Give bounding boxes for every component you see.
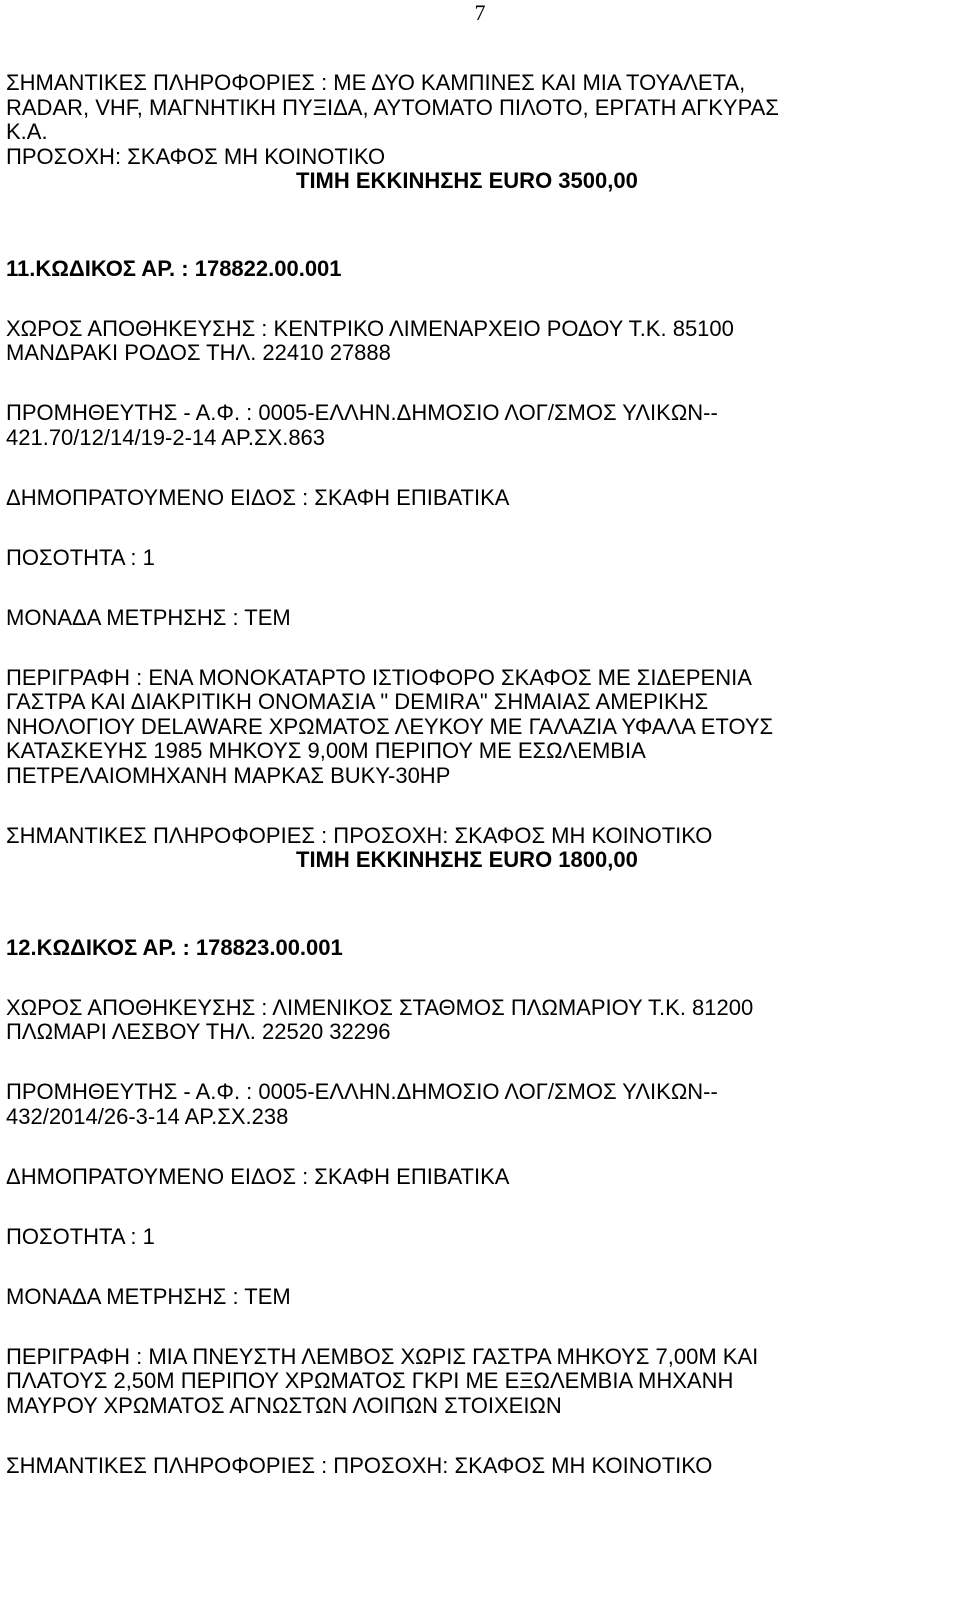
info-line: ΠΡΟΣΟΧΗ: ΣΚΑΦΟΣ ΜΗ ΚΟΙΝΟΤΙΚΟ (6, 143, 386, 169)
item-unit: ΜΟΝΑΔΑ ΜΕΤΡΗΣΗΣ : ΤΕΜ (6, 1283, 291, 1309)
item-quantity: ΠΟΣΟΤΗΤΑ : 1 (6, 1223, 155, 1249)
item-description: ΝΗΟΛΟΓΙΟΥ DELAWARE ΧΡΩΜΑΤΟΣ ΛΕΥΚΟΥ ΜΕ ΓΑΛΑΖΙΑ ΥΦΑΛΑ ΕΤΟΥΣ (6, 713, 774, 739)
storage-location: ΠΛΩΜΑΡΙ ΛΕΣΒΟΥ ΤΗΛ. 22520 32296 (6, 1019, 391, 1044)
intro-section (6, 71, 956, 194)
item-description: ΠΕΡΙΓΡΑΦΗ : ΕΝΑ ΜΟΝΟΚΑΤΑΡΤΟ ΙΣΤΙΟΦΟΡΟ ΣΚΑΦΟΣ ΜΕ ΣΙΔΕΡΕΝΙΑ (6, 664, 752, 690)
item-unit: ΜΟΝΑΔΑ ΜΕΤΡΗΣΗΣ : ΤΕΜ (6, 604, 291, 630)
storage-location: ΧΩΡΟΣ ΑΠΟΘΗΚΕΥΣΗΣ : ΛΙΜΕΝΙΚΟΣ ΣΤΑΘΜΟΣ ΠΛΩΜΑΡΙΟΥ Τ.Κ. 81200 (6, 994, 754, 1020)
info-line: ΣΗΜΑΝΤΙΚΕΣ ΠΛΗΡΟΦΟΡΙΕΣ : ΜΕ ΔΥΟ ΚΑΜΠΙΝΕΣ ΚΑΙ ΜΙΑ ΤΟΥΑΛΕΤΑ, (6, 70, 746, 95)
info-line: RADAR, VHF, ΜΑΓΝΗΤΙΚΗ ΠΥΞΙΔΑ, ΑΥΤΟΜΑΤΟ ΠΙΛΟΤΟ, ΕΡΓΑΤΗ ΑΓΚΥΡΑΣ (6, 94, 779, 120)
info-line: Κ.Α. (6, 119, 48, 144)
page-number: 7 (474, 0, 486, 25)
storage-location: ΧΩΡΟΣ ΑΠΟΘΗΚΕΥΣΗΣ : ΚΕΝΤΡΙΚΟ ΛΙΜΕΝΑΡΧΕΙΟ ΡΟΔΟΥ Τ.Κ. 85100 (6, 315, 734, 341)
item-description: ΓΑΣΤΡΑ ΚΑΙ ΔΙΑΚΡΙΤΙΚΗ ΟΝΟΜΑΣΙΑ " DEMIRA" ΣΗΜΑΙΑΣ ΑΜΕΡΙΚΗΣ (6, 689, 709, 714)
supplier: 432/2014/26-3-14 ΑΡ.ΣΧ.238 (6, 1103, 289, 1129)
supplier: 421.70/12/14/19-2-14 ΑΡ.ΣΧ.863 (6, 424, 326, 450)
supplier: ΠΡΟΜΗΘΕΥΤΗΣ - Α.Φ. : 0005-ΕΛΛΗΝ.ΔΗΜΟΣΙΟ ΛΟΓ/ΣΜΟΣ ΥΛΙΚΩΝ-- (6, 400, 718, 425)
starting-price: ΤΙΜΗ ΕΚΚΙΝΗΣΗΣ EURO 1800,00 (296, 847, 638, 872)
item-category: ΔΗΜΟΠΡΑΤΟΥΜΕΝΟ ΕΙΔΟΣ : ΣΚΑΦΗ ΕΠΙΒΑΤΙΚΑ (6, 484, 510, 510)
item-code: 11.ΚΩΔΙΚΟΣ ΑΡ. : 178822.00.001 (6, 255, 342, 281)
item-category: ΔΗΜΟΠΡΑΤΟΥΜΕΝΟ ΕΙΔΟΣ : ΣΚΑΦΗ ΕΠΙΒΑΤΙΚΑ (6, 1163, 510, 1189)
item-description: ΠΛΑΤΟΥΣ 2,50Μ ΠΕΡΙΠΟΥ ΧΡΩΜΑΤΟΣ ΓΚΡΙ ΜΕ ΕΞΩΛΕΜΒΙΑ ΜΗΧΑΝΗ (6, 1368, 734, 1393)
starting-price: ΤΙΜΗ ΕΚΚΙΝΗΣΗΣ EURO 3500,00 (296, 168, 638, 193)
item-description: ΚΑΤΑΣΚΕΥΗΣ 1985 ΜΗΚΟΥΣ 9,00Μ ΠΕΡΙΠΟΥ ΜΕ ΕΣΩΛΕΜΒΙΑ (6, 738, 646, 763)
item-quantity: ΠΟΣΟΤΗΤΑ : 1 (6, 544, 155, 570)
important-info: ΣΗΜΑΝΤΙΚΕΣ ΠΛΗΡΟΦΟΡΙΕΣ : ΠΡΟΣΟΧΗ: ΣΚΑΦΟΣ ΜΗ ΚΟΙΝΟΤΙΚΟ (6, 1452, 713, 1478)
item-11 (6, 257, 956, 873)
item-12 (6, 936, 956, 1479)
important-info: ΣΗΜΑΝΤΙΚΕΣ ΠΛΗΡΟΦΟΡΙΕΣ : ΠΡΟΣΟΧΗ: ΣΚΑΦΟΣ ΜΗ ΚΟΙΝΟΤΙΚΟ (6, 822, 713, 848)
item-code: 12.ΚΩΔΙΚΟΣ ΑΡ. : 178823.00.001 (6, 934, 343, 960)
document-body (6, 71, 956, 1478)
supplier: ΠΡΟΜΗΘΕΥΤΗΣ - Α.Φ. : 0005-ΕΛΛΗΝ.ΔΗΜΟΣΙΟ ΛΟΓ/ΣΜΟΣ ΥΛΙΚΩΝ-- (6, 1079, 718, 1104)
item-description: ΠΕΤΡΕΛΑΙΟΜΗΧΑΝΗ ΜΑΡΚΑΣ BUKY-30HP (6, 762, 451, 788)
item-description: ΠΕΡΙΓΡΑΦΗ : ΜΙΑ ΠΝΕΥΣΤΗ ΛΕΜΒΟΣ ΧΩΡΙΣ ΓΑΣΤΡΑ ΜΗΚΟΥΣ 7,00Μ ΚΑΙ (6, 1343, 759, 1369)
storage-location: ΜΑΝΔΡΑΚΙ ΡΟΔΟΣ ΤΗΛ. 22410 27888 (6, 340, 391, 365)
item-description: ΜΑΥΡΟΥ ΧΡΩΜΑΤΟΣ ΑΓΝΩΣΤΩΝ ΛΟΙΠΩΝ ΣΤΟΙΧΕΙΩΝ (6, 1392, 562, 1418)
